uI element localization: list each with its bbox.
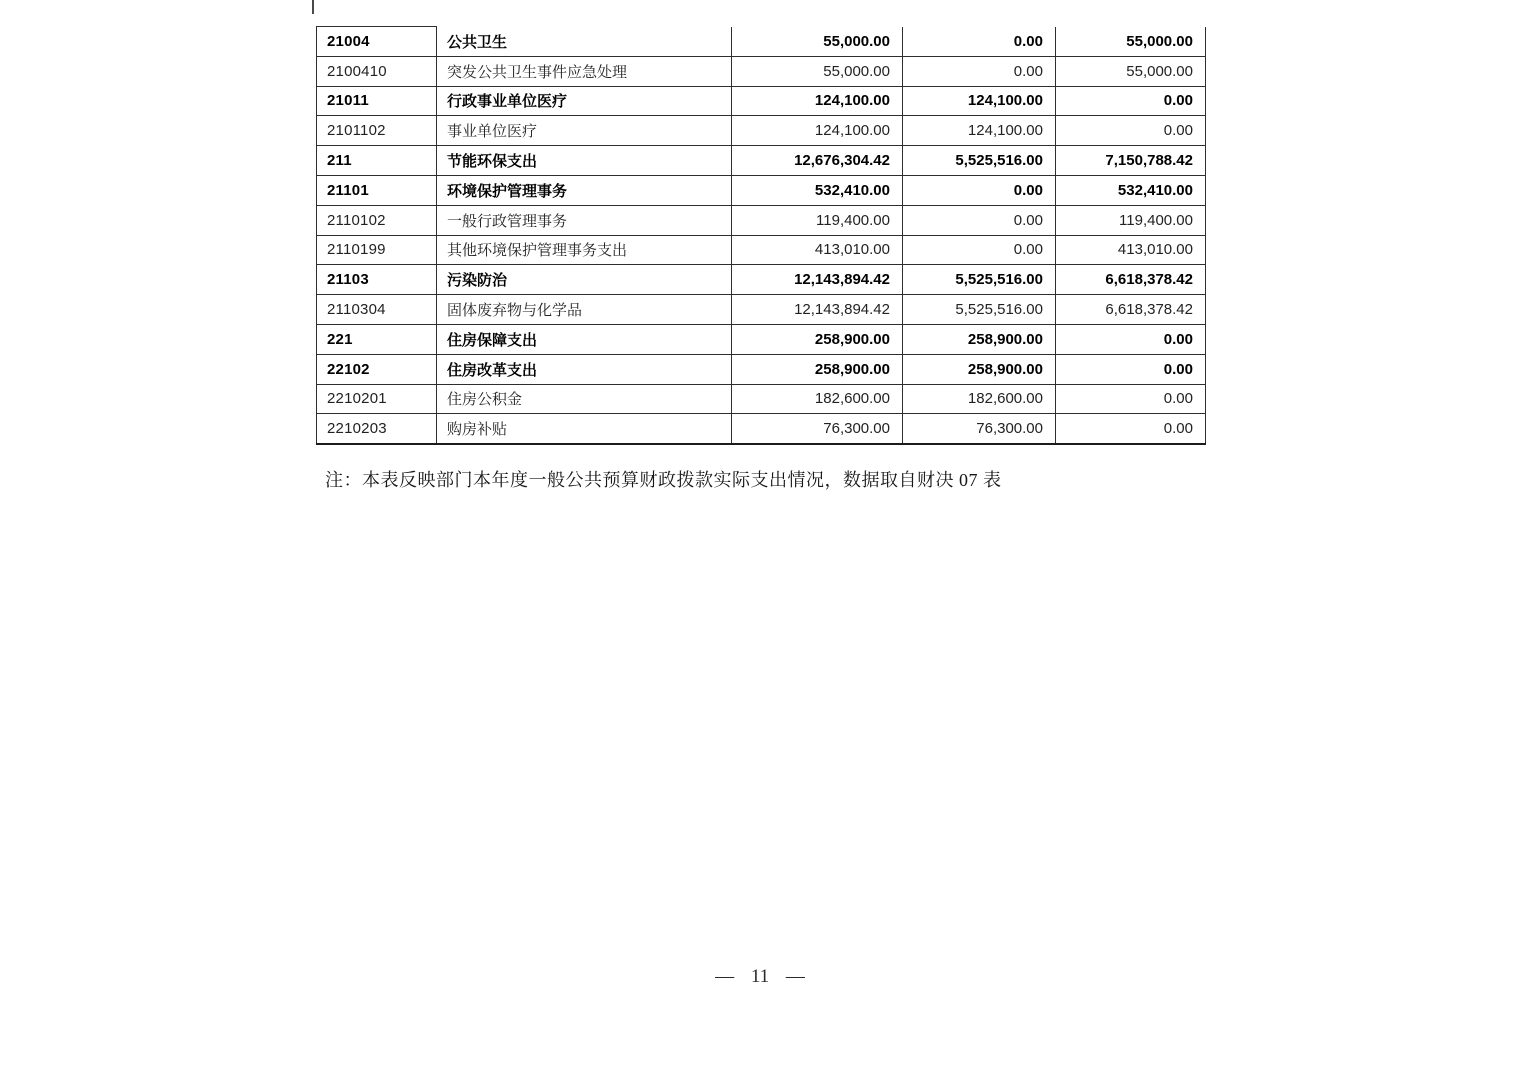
table-row	[317, 27, 1206, 57]
table-row	[317, 116, 1206, 146]
amount-col3-cell: 0.00	[1056, 324, 1206, 354]
table-row	[317, 324, 1206, 354]
table-row	[317, 175, 1206, 205]
code-cell: 2110102	[317, 205, 437, 235]
table-row	[317, 265, 1206, 295]
amount-col1-cell: 76,300.00	[732, 414, 903, 444]
category-name-cell: 节能环保支出	[437, 146, 732, 176]
amount-col1-cell: 182,600.00	[732, 384, 903, 414]
category-name-cell: 固体废弃物与化学品	[437, 295, 732, 325]
code-cell: 2210203	[317, 414, 437, 444]
category-name-cell: 一般行政管理事务	[437, 205, 732, 235]
table-row	[317, 146, 1206, 176]
table-note: 注：本表反映部门本年度一般公共预算财政拨款实际支出情况，数据取自财决 07 表	[325, 470, 1002, 490]
amount-col1-cell: 532,410.00	[732, 175, 903, 205]
category-name-cell: 环境保护管理事务	[437, 175, 732, 205]
amount-col3-cell: 6,618,378.42	[1056, 295, 1206, 325]
amount-col3-cell: 55,000.00	[1056, 56, 1206, 86]
code-cell: 21103	[317, 265, 437, 295]
amount-col3-cell: 0.00	[1056, 384, 1206, 414]
amount-col2-cell: 5,525,516.00	[903, 295, 1056, 325]
amount-col3-cell: 0.00	[1056, 354, 1206, 384]
budget-table-body	[317, 27, 1206, 444]
amount-col3-cell: 0.00	[1056, 414, 1206, 444]
table-top-left-line-fragment	[312, 0, 314, 14]
amount-col1-cell: 55,000.00	[732, 56, 903, 86]
amount-col2-cell: 0.00	[903, 205, 1056, 235]
category-name-cell: 住房公积金	[437, 384, 732, 414]
code-cell: 21004	[317, 27, 437, 57]
table-row	[317, 205, 1206, 235]
amount-col3-cell: 0.00	[1056, 116, 1206, 146]
category-name-cell: 住房改革支出	[437, 354, 732, 384]
budget-expenditure-table-container	[316, 26, 1206, 445]
amount-col3-cell: 532,410.00	[1056, 175, 1206, 205]
amount-col1-cell: 12,143,894.42	[732, 265, 903, 295]
amount-col2-cell: 5,525,516.00	[903, 265, 1056, 295]
amount-col1-cell: 258,900.00	[732, 354, 903, 384]
amount-col2-cell: 0.00	[903, 175, 1056, 205]
code-cell: 2110199	[317, 235, 437, 265]
category-name-cell: 事业单位医疗	[437, 116, 732, 146]
table-row	[317, 86, 1206, 116]
code-cell: 21011	[317, 86, 437, 116]
code-cell: 2101102	[317, 116, 437, 146]
table-row	[317, 384, 1206, 414]
category-name-cell: 其他环境保护管理事务支出	[437, 235, 732, 265]
category-name-cell: 污染防治	[437, 265, 732, 295]
page-number: — 11 —	[715, 966, 805, 987]
amount-col2-cell: 76,300.00	[903, 414, 1056, 444]
amount-col1-cell: 124,100.00	[732, 116, 903, 146]
amount-col1-cell: 124,100.00	[732, 86, 903, 116]
amount-col3-cell: 119,400.00	[1056, 205, 1206, 235]
amount-col1-cell: 12,676,304.42	[732, 146, 903, 176]
amount-col1-cell: 413,010.00	[732, 235, 903, 265]
code-cell: 21101	[317, 175, 437, 205]
amount-col1-cell: 119,400.00	[732, 205, 903, 235]
amount-col2-cell: 0.00	[903, 56, 1056, 86]
amount-col3-cell: 55,000.00	[1056, 27, 1206, 57]
amount-col2-cell: 0.00	[903, 235, 1056, 265]
amount-col2-cell: 124,100.00	[903, 86, 1056, 116]
amount-col2-cell: 124,100.00	[903, 116, 1056, 146]
amount-col2-cell: 258,900.00	[903, 354, 1056, 384]
amount-col3-cell: 413,010.00	[1056, 235, 1206, 265]
code-cell: 2110304	[317, 295, 437, 325]
code-cell: 22102	[317, 354, 437, 384]
table-row	[317, 414, 1206, 444]
code-cell: 221	[317, 324, 437, 354]
amount-col2-cell: 258,900.00	[903, 324, 1056, 354]
table-row	[317, 295, 1206, 325]
amount-col3-cell: 6,618,378.42	[1056, 265, 1206, 295]
category-name-cell: 公共卫生	[437, 27, 732, 57]
amount-col2-cell: 5,525,516.00	[903, 146, 1056, 176]
code-cell: 2210201	[317, 384, 437, 414]
table-row	[317, 235, 1206, 265]
category-name-cell: 突发公共卫生事件应急处理	[437, 56, 732, 86]
amount-col2-cell: 0.00	[903, 27, 1056, 57]
amount-col1-cell: 55,000.00	[732, 27, 903, 57]
amount-col1-cell: 258,900.00	[732, 324, 903, 354]
amount-col3-cell: 0.00	[1056, 86, 1206, 116]
budget-expenditure-table	[316, 26, 1206, 445]
code-cell: 211	[317, 146, 437, 176]
amount-col2-cell: 182,600.00	[903, 384, 1056, 414]
category-name-cell: 住房保障支出	[437, 324, 732, 354]
category-name-cell: 购房补贴	[437, 414, 732, 444]
table-row	[317, 56, 1206, 86]
table-row	[317, 354, 1206, 384]
amount-col1-cell: 12,143,894.42	[732, 295, 903, 325]
category-name-cell: 行政事业单位医疗	[437, 86, 732, 116]
amount-col3-cell: 7,150,788.42	[1056, 146, 1206, 176]
code-cell: 2100410	[317, 56, 437, 86]
